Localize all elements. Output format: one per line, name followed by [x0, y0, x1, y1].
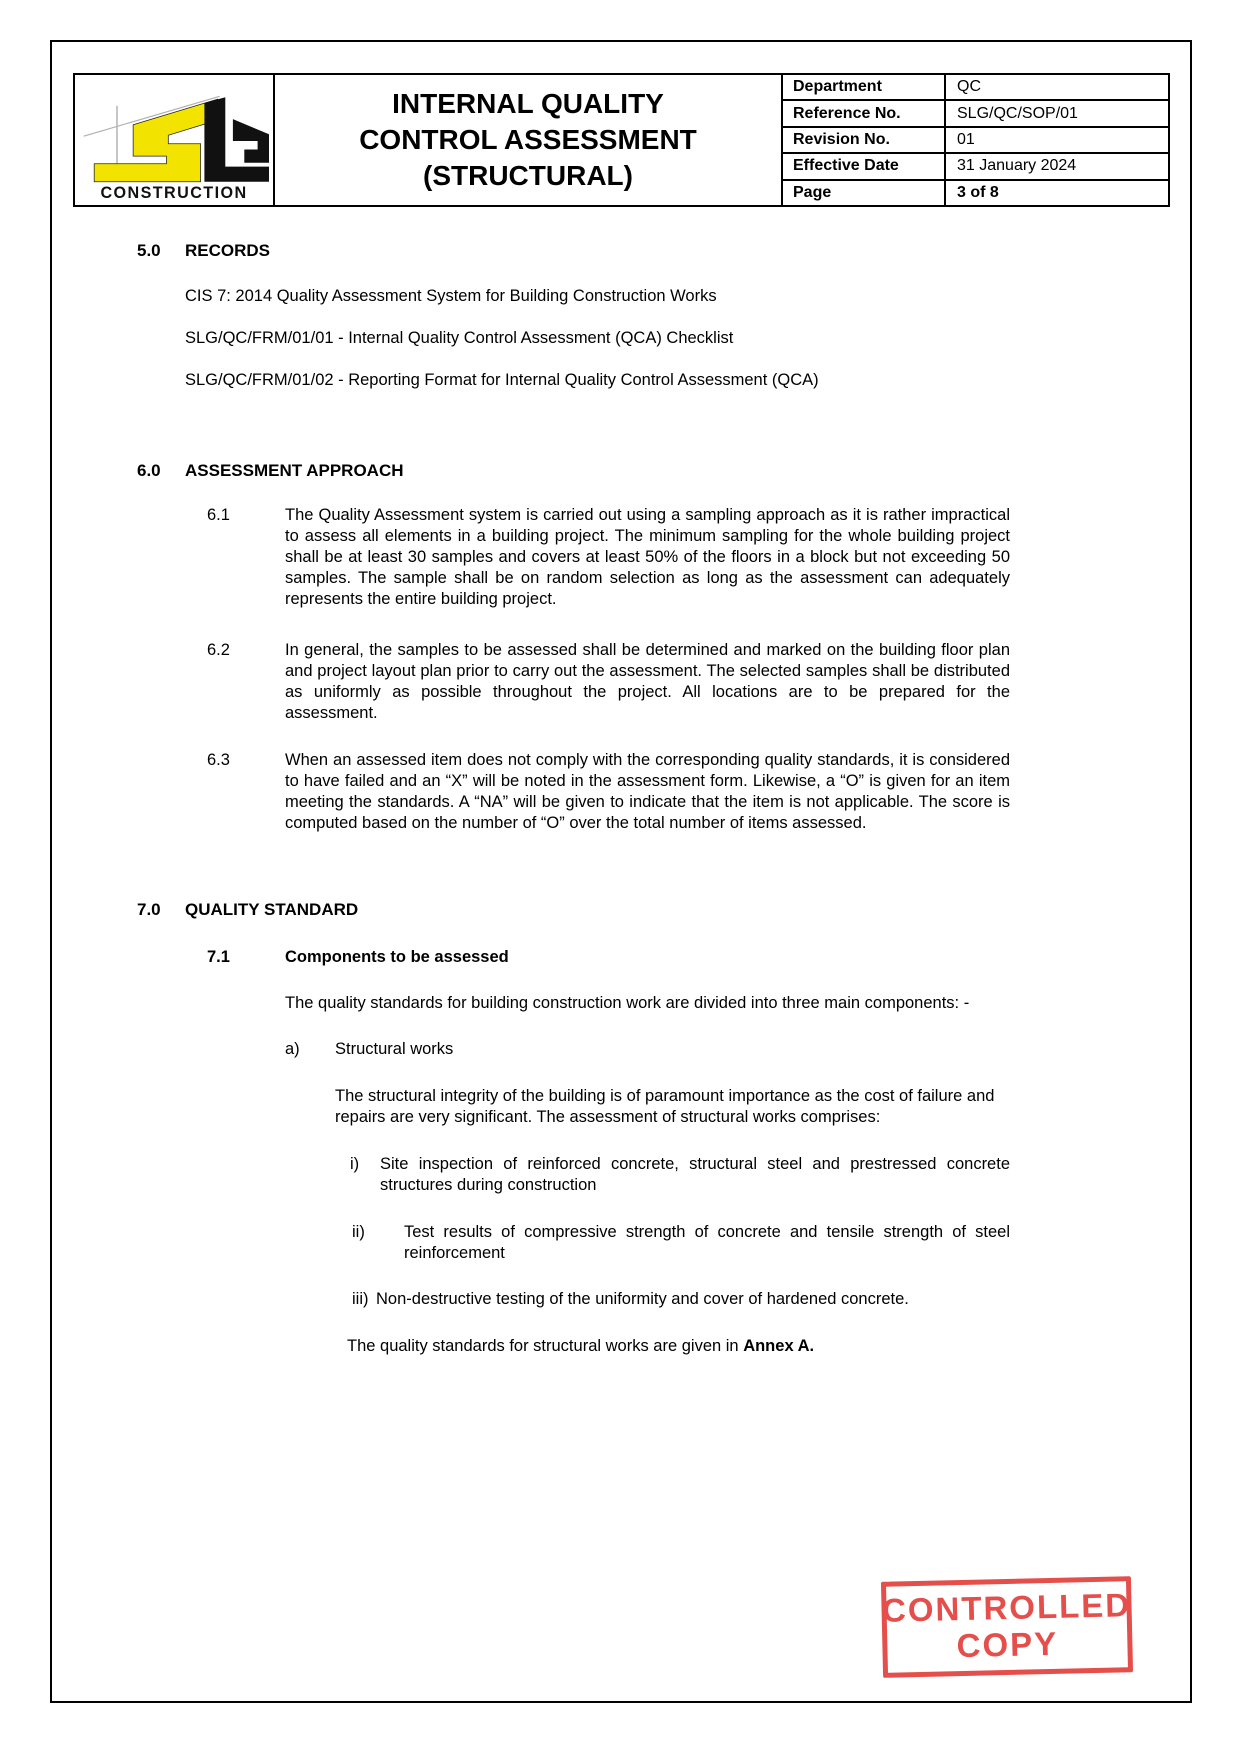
- paragraph-6-1: [137, 505, 1097, 610]
- record-item: SLG/QC/FRM/01/02 - Reporting Format for Internal Quality Control Assessment (QCA): [185, 371, 819, 389]
- logo-construction-text: CONSTRUCTION: [100, 183, 248, 202]
- section-number: 5.0: [137, 241, 161, 260]
- info-label: Reference No.: [783, 101, 946, 125]
- info-row-revision-no: [783, 128, 1168, 154]
- info-value: SLG/QC/SOP/01: [957, 104, 1078, 122]
- info-row-reference-no: [783, 101, 1168, 127]
- point-text: Site inspection of reinforced concrete, structural steel and prestressed concrete structures during construction: [380, 1155, 1010, 1194]
- subsection-number: 7.1: [207, 948, 230, 966]
- section-title: ASSESSMENT APPROACH: [185, 461, 404, 480]
- annex-reference-bold: Annex A.: [743, 1337, 815, 1355]
- point-marker: i): [350, 1155, 360, 1173]
- section-number: 6.0: [137, 461, 161, 480]
- paragraph-number: 6.2: [207, 641, 230, 659]
- info-row-department: [783, 75, 1168, 101]
- item-a-description: The structural integrity of the building is of paramount importance as the cost of failure and repairs are very significant. The assessment of structural works comprises:: [335, 1087, 995, 1126]
- logo-letter-g: [233, 119, 269, 163]
- section-heading-assessment-approach: [137, 460, 1097, 482]
- document-body: [137, 240, 1097, 1357]
- title-cell: [275, 75, 783, 205]
- paragraph-text: The Quality Assessment system is carried out using a sampling approach as it is rather impractical to assess all elements in a building project. The minimum sampling for the whole building project shall be at least 30 samples and covers at least 50% of the floors in a block but not exceeding 50 samples. The sample shall be on random selection as long as the assessment can adequately represents the entire building project.: [285, 506, 1010, 608]
- section-heading-records: [137, 240, 1097, 262]
- point-i: [350, 1154, 1097, 1196]
- info-label: Page: [783, 181, 946, 205]
- stamp-line-2: COPY: [956, 1624, 1059, 1665]
- point-marker: ii): [352, 1223, 365, 1241]
- point-text: Non-destructive testing of the uniformity and cover of hardened concrete.: [376, 1290, 909, 1308]
- info-label: Effective Date: [783, 154, 946, 178]
- point-text: Test results of compressive strength of concrete and tensile strength of steel reinforcement: [404, 1223, 1010, 1262]
- info-row-page: [783, 181, 1168, 205]
- info-label: Revision No.: [783, 128, 946, 152]
- paragraph-number: 6.3: [207, 751, 230, 769]
- paragraph-6-2: [137, 640, 1097, 724]
- item-a-title: Structural works: [335, 1040, 454, 1058]
- info-value-page-number: 3 of 8: [957, 183, 999, 201]
- subsection-title: Components to be assessed: [285, 948, 509, 966]
- document-page: [50, 40, 1192, 1703]
- point-marker: iii): [352, 1290, 369, 1308]
- document-title: INTERNAL QUALITY CONTROL ASSESSMENT (STRUCTURAL): [359, 88, 697, 191]
- stamp-line-1: CONTROLLED: [881, 1586, 1132, 1629]
- section-number: 7.0: [137, 900, 161, 919]
- info-row-effective-date: [783, 154, 1168, 180]
- paragraph-text: When an assessed item does not comply with the corresponding quality standards, it is considered to have failed and an “X” will be noted in the assessment form. Likewise, a “O” is given for an item meeting the standards. A “NA” will be given to indicate that the item is not applicable. The score is computed based on the number of “O” over the total number of items assessed.: [285, 751, 1010, 832]
- section-heading-quality-standard: [137, 899, 1097, 921]
- company-logo-graphic: [79, 76, 269, 204]
- info-value: QC: [957, 78, 981, 96]
- subsection-heading-7-1: [137, 946, 1097, 968]
- paragraph-number: 6.1: [207, 506, 230, 524]
- document-header: [73, 73, 1170, 207]
- document-info-table: [783, 75, 1168, 205]
- record-item: SLG/QC/FRM/01/01 - Internal Quality Control Assessment (QCA) Checklist: [185, 329, 734, 347]
- point-ii: [352, 1222, 1097, 1264]
- controlled-copy-stamp: [881, 1576, 1133, 1678]
- info-label: Department: [783, 75, 946, 99]
- annex-reference: [347, 1336, 1097, 1357]
- annex-reference-text: The quality standards for structural works are given in: [347, 1337, 744, 1355]
- info-value: 01: [957, 131, 975, 149]
- point-iii: [352, 1289, 1097, 1310]
- paragraph-6-3: [137, 750, 1097, 834]
- section-title: RECORDS: [185, 241, 271, 260]
- company-logo: [75, 75, 275, 205]
- components-intro: The quality standards for building construction work are divided into three main components: -: [285, 994, 970, 1012]
- paragraph-text: In general, the samples to be assessed shall be determined and marked on the building floor plan and project layout plan prior to carry out the assessment. The selected samples shall be distributed as uniformly as possible throughout the project. All locations are to be prepared for the assessment.: [285, 641, 1010, 722]
- record-item: CIS 7: 2014 Quality Assessment System for Building Construction Works: [185, 287, 717, 305]
- item-a-marker: a): [285, 1040, 300, 1058]
- logo-letter-s: [94, 99, 218, 182]
- item-a-heading: [285, 1039, 1097, 1060]
- info-value: 31 January 2024: [957, 157, 1077, 175]
- section-title: QUALITY STANDARD: [185, 900, 359, 919]
